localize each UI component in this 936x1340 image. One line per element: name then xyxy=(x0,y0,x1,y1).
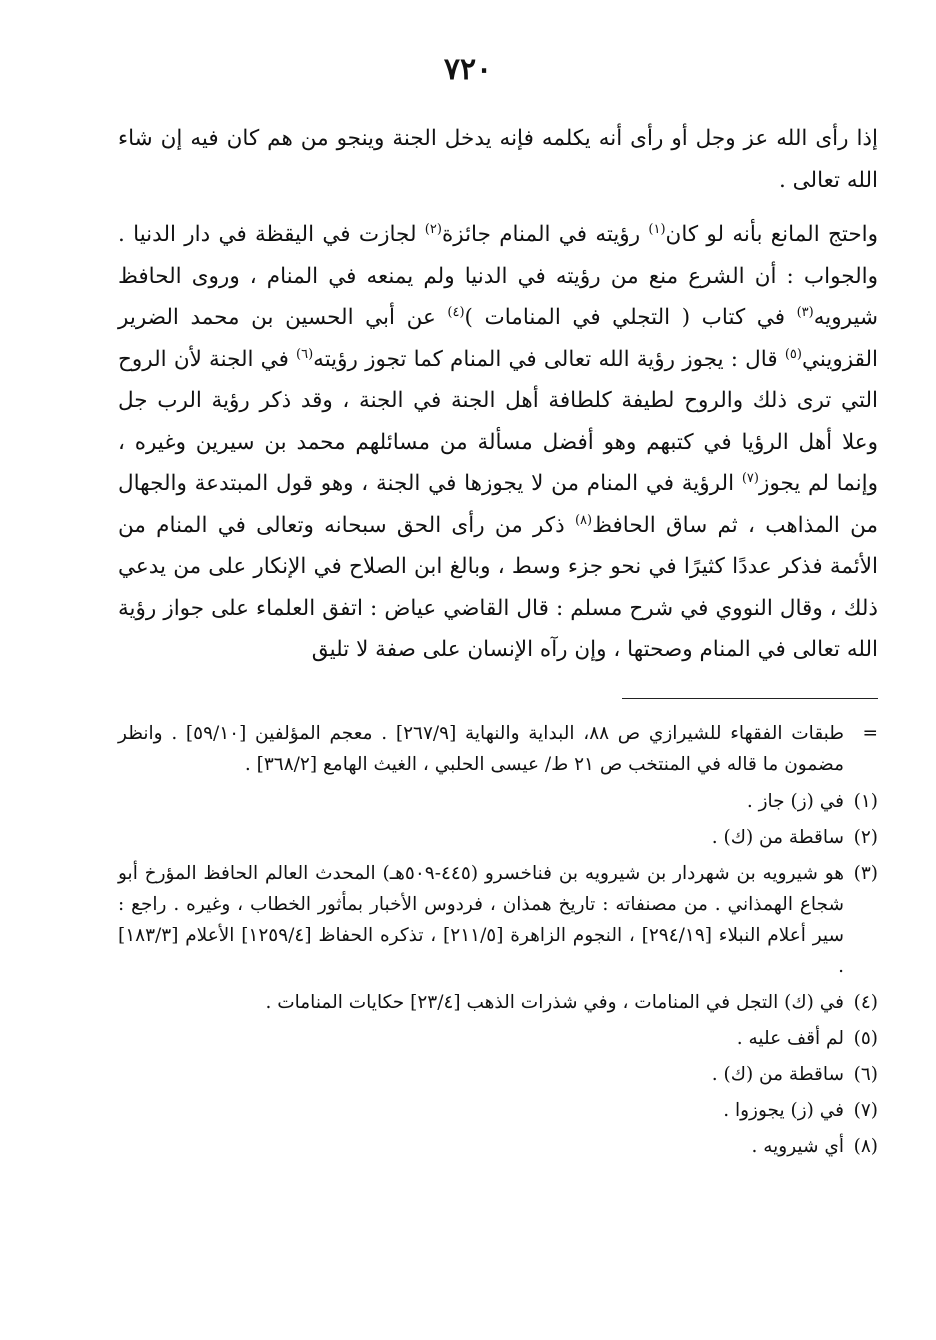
footnote-mark: (١) xyxy=(853,791,878,812)
text-segment: رؤيته في المنام جائزة xyxy=(441,222,649,247)
footnote-mark: (٢) xyxy=(853,827,878,848)
footnote-divider xyxy=(622,698,878,699)
footnote-mark: (٣) xyxy=(853,863,878,884)
footnote-3 xyxy=(118,858,878,982)
footnote-ref: (٧) xyxy=(741,470,759,486)
paragraph-2 xyxy=(118,214,878,671)
text-segment: في كتاب ( التجلي في المنامات ) xyxy=(464,305,797,330)
footnote-text: ساقطة من (ك) . xyxy=(711,827,844,848)
footnote-ref: (٤) xyxy=(447,304,465,320)
footnote-mark: (٨) xyxy=(853,1136,878,1157)
text-segment: لجازت في اليقظة في دار الدنيا . والجواب : أن الشرع منع من رؤيته في الدنيا ولم يمنعه في المنام ، وروى الحافظ شيرويه xyxy=(118,222,878,330)
footnote-mark: (٦) xyxy=(853,1064,878,1085)
text-segment: قال : يجوز رؤية الله تعالى في المنام كما تجوز رؤيته xyxy=(313,346,785,372)
footnote-7 xyxy=(118,1095,878,1126)
text-segment: الرؤية في المنام من لا يجوزها في الجنة ، وهو قول المبتدعة والجهال من المذاهب ، ثم ساق الحافظ xyxy=(118,471,878,538)
footnote-6 xyxy=(118,1059,878,1090)
footnote-mark: (٤) xyxy=(853,992,878,1013)
footnote-1 xyxy=(118,786,878,817)
text-segment: واحتج المانع بأنه لو كان xyxy=(665,222,878,247)
footnote-text: هو شيرويه بن شهردار بن شيرويه بن فناخسرو (٤٤٥-٥٠٩هـ) المحدث العالم الحافظ المؤرخ أبو شجاع الهمذاني . من مصنفاته : تاريخ همذان ، فردوس الأخبار بمأثور الخطاب ، وغيره . راجع : سير أعلام النبلاء [٢٩٤/١٩] ، النجوم الزاهرة [٢١١/٥] ، تذكره الحفاظ [١٢٥٩/٤] الأعلام [١٨٣/٣] . xyxy=(118,863,845,977)
footnote-text: في (ز) يجوزوا . xyxy=(723,1100,844,1121)
footnote-5 xyxy=(118,1023,878,1054)
footnote-ref: (٨) xyxy=(574,512,593,528)
footnote-ref: (٢) xyxy=(424,221,442,237)
footnote-ref: (١) xyxy=(648,221,666,237)
footnote-text: لم أقف عليه . xyxy=(736,1028,844,1049)
footnote-text: أي شيرويه . xyxy=(751,1136,844,1157)
text-segment: ذكر من رأى الحق سبحانه وتعالى في المنام من الأئمة فذكر عددًا كثيرًا في نحو جزء وسط ، وبالغ ابن الصلاح في الإنكار على من يدعي ذلك ، وقال النووي في شرح مسلم : قال القاضي عياض : اتفق العلماء على جواز رؤية الله تعالى في المنام وصحتها ، وإن رآه الإنسان على صفة لا تليق xyxy=(118,512,878,662)
footnote-text: في (ك) التجل في المنامات ، وفي شذرات الذهب [٢٣/٤] حكايات المنامات . xyxy=(265,992,844,1013)
page-number: ٧٢٠ xyxy=(443,52,493,87)
footnote-2 xyxy=(118,822,878,853)
main-text xyxy=(118,118,878,671)
footnote-text: طبقات الفقهاء للشيرازي ص ٨٨، البداية والنهاية [٢٦٧/٩] . معجم المؤلفين [٥٩/١٠] . وانظر مضمون ما قاله في المنتخب ص ٢١ ط/ عيسى الحلبي ، الغيث الهامع [٣٦٨/٢] . xyxy=(118,723,844,775)
paragraph-1: إذا رأى الله عز وجل أو رأى أنه يكلمه فإنه يدخل الجنة وينجو من هم كان فيه إن شاء الله تعالى . xyxy=(118,126,878,193)
footnote-ref: (٥) xyxy=(784,346,802,362)
footnote-continuation xyxy=(118,718,878,780)
footnote-text: ساقطة من (ك) . xyxy=(711,1064,844,1085)
footnote-text: في (ز) جاز . xyxy=(746,791,844,812)
footnote-ref: (٦) xyxy=(296,346,314,362)
text-segment: عن أبي الحسين بن محمد الضرير القزويني xyxy=(118,305,878,372)
footnote-ref: (٣) xyxy=(796,304,814,320)
footnote-mark: (٥) xyxy=(853,1028,878,1049)
footnotes xyxy=(118,718,878,1167)
footnote-8 xyxy=(118,1131,878,1162)
footnote-mark: = xyxy=(862,723,878,744)
footnote-4 xyxy=(118,987,878,1018)
footnote-mark: (٧) xyxy=(853,1100,878,1121)
text-segment: في الجنة لأن الروح التي ترى ذلك والروح لطيفة كلطافة أهل الجنة في الجنة ، وقد ذكر رؤية الرب جل وعلا أهل الرؤيا في كتبهم وهو أفضل مسألة من مسائلهم محمد بن سيرين وغيره ، وإنما لم يجوز xyxy=(118,346,878,496)
